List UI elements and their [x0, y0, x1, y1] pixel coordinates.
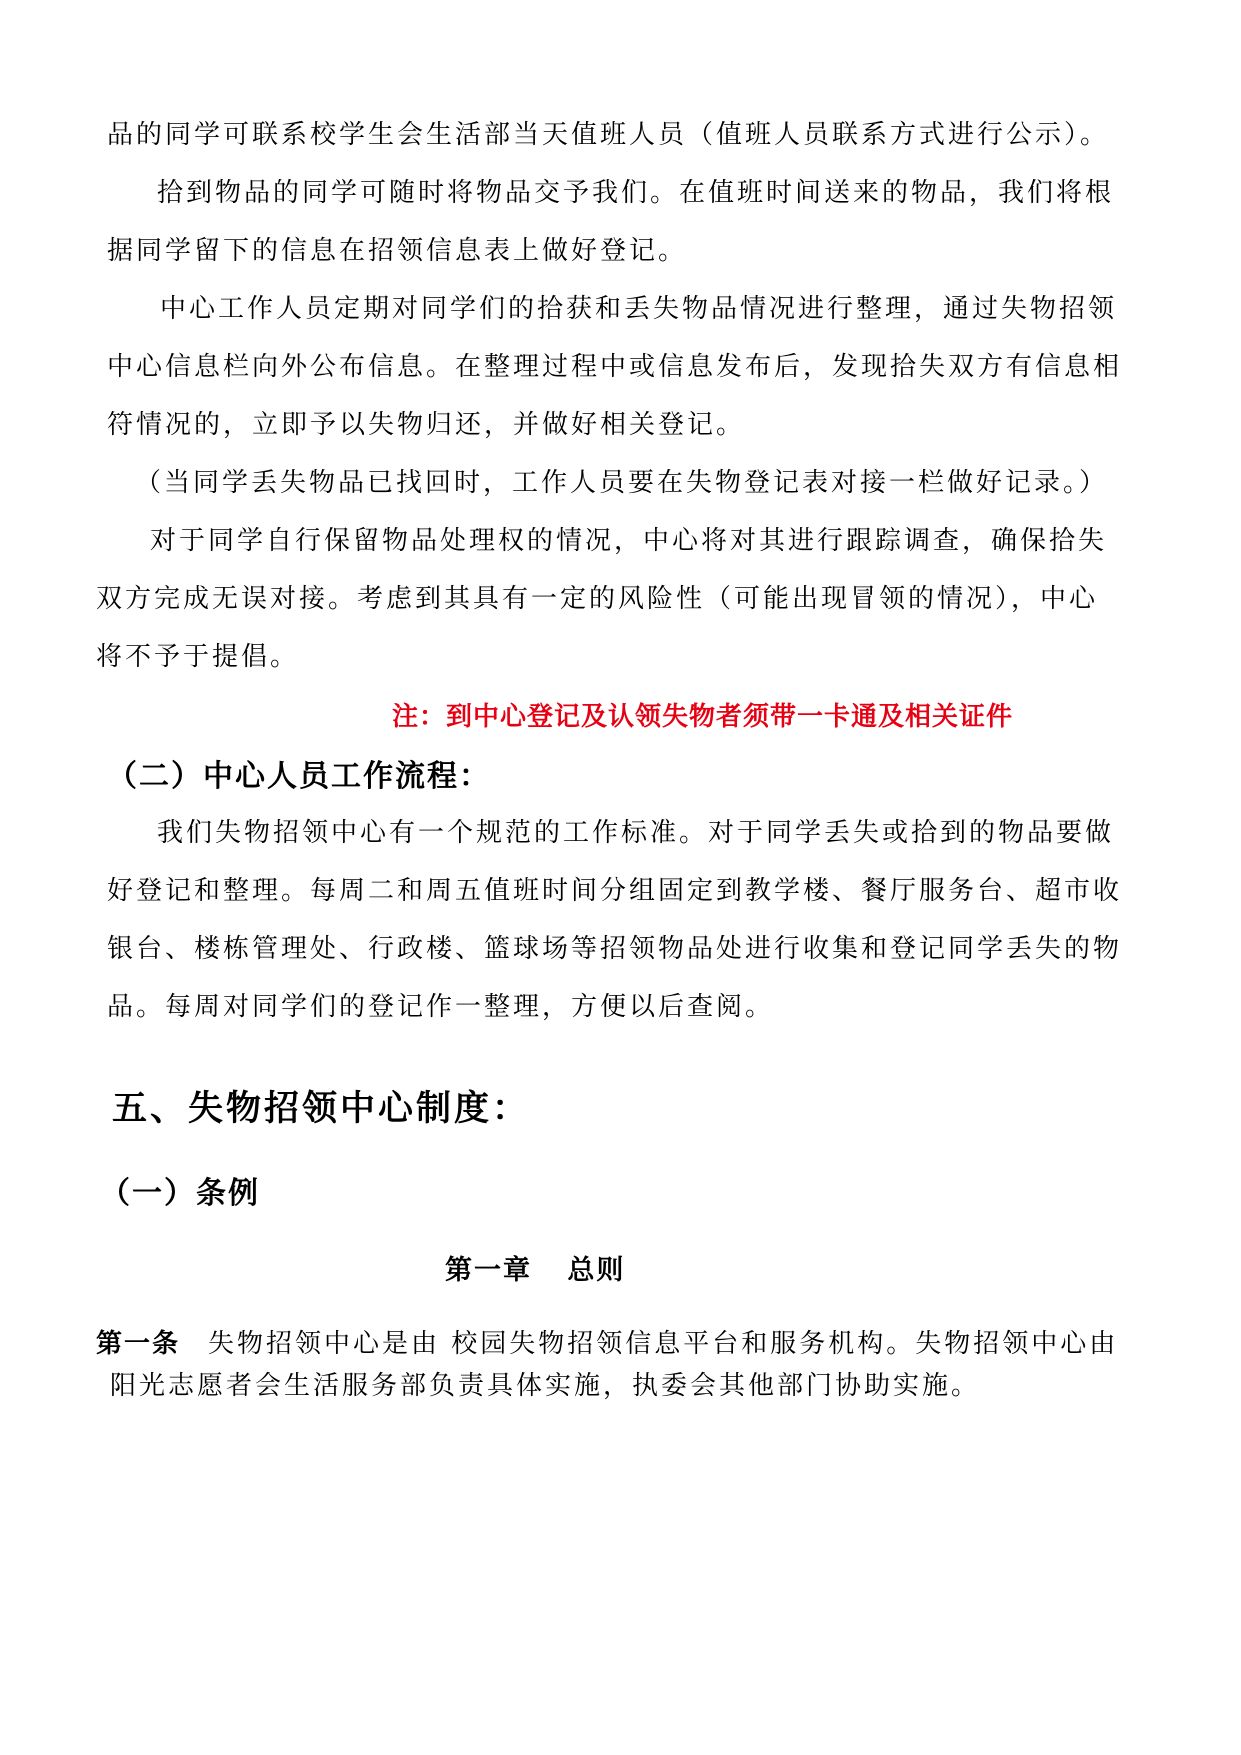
- article1-line1: [96, 1331, 1118, 1357]
- para5-line1: 对于同学自行保留物品处理权的情况，中心将对其进行跟踪调查，确保拾失: [150, 526, 1108, 556]
- workflow-line2: 好登记和整理。每周二和周五值班时间分组固定到教学楼、餐厅服务台、超市收: [107, 876, 1123, 906]
- para3-line3: 符情况的，立即予以失物归还，并做好相关登记。: [107, 410, 746, 440]
- para4-line1: （当同学丢失物品已找回时，工作人员要在失物登记表对接一栏做好记录。）: [135, 468, 1109, 498]
- workflow-heading: （二）中心人员工作流程：: [107, 759, 491, 794]
- regulations-subheading: （一）条例: [100, 1176, 260, 1211]
- para3-line2: 中心信息栏向外公布信息。在整理过程中或信息发布后，发现拾失双方有信息相: [107, 352, 1123, 382]
- article1-text: 失物招领中心是由 校园失物招领信息平台和服务机构。失物招领中心由: [208, 1329, 1119, 1359]
- para2-line1: 拾到物品的同学可随时将物品交予我们。在值班时间送来的物品，我们将根: [157, 178, 1115, 208]
- workflow-line3: 银台、楼栋管理处、行政楼、篮球场等招领物品处进行收集和登记同学丢失的物: [107, 934, 1123, 964]
- article1-line2: 阳光志愿者会生活服务部负责具体实施，执委会其他部门协助实施。: [110, 1371, 981, 1401]
- registration-note: 注：到中心登记及认领失物者须带一卡通及相关证件: [392, 702, 1014, 732]
- workflow-line4: 品。每周对同学们的登记作一整理，方便以后查阅。: [107, 992, 775, 1022]
- para5-line3: 将不予于提倡。: [96, 642, 300, 672]
- para5-line2: 双方完成无误对接。考虑到其具有一定的风险性（可能出现冒领的情况），中心: [96, 584, 1099, 614]
- workflow-line1: 我们失物招领中心有一个规范的工作标准。对于同学丢失或拾到的物品要做: [157, 818, 1115, 848]
- para2-line2: 据同学留下的信息在招领信息表上做好登记。: [107, 236, 688, 266]
- chapter-title: 第一章 总则: [445, 1255, 626, 1286]
- section-five-heading: 五、失物招领中心制度：: [112, 1089, 531, 1129]
- para3-line1: 中心工作人员定期对同学们的拾获和丢失物品情况进行整理，通过失物招领: [160, 294, 1118, 324]
- article1-label: 第一条: [96, 1329, 181, 1359]
- para1-line1: 品的同学可联系校学生会生活部当天值班人员（值班人员联系方式进行公示）。: [107, 120, 1110, 150]
